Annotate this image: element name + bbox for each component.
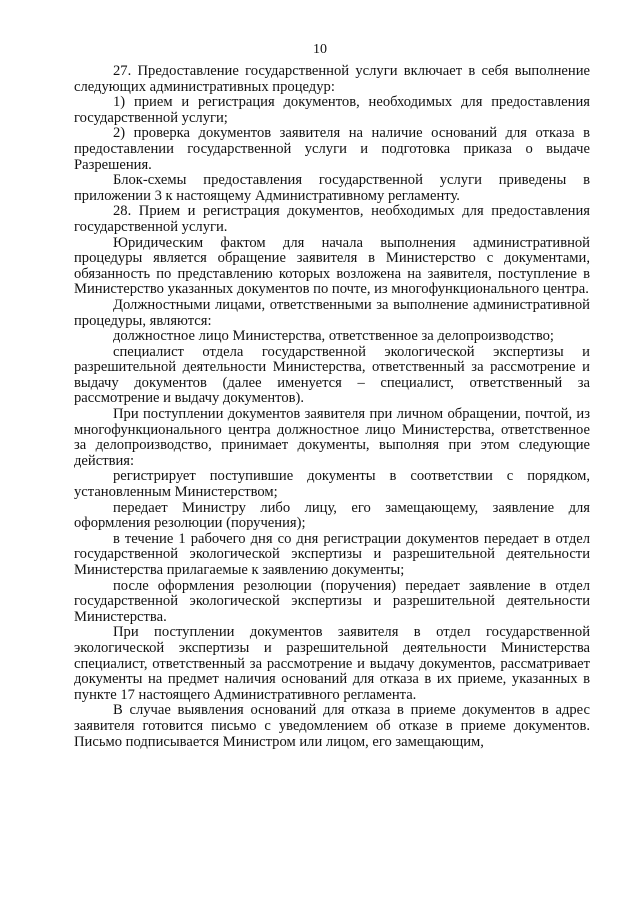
paragraph-block-schemes: Блок-схемы предоставления государственной услуги приведены в приложении 3 к настоящему Административному регламенту.	[74, 172, 590, 204]
paragraph-refusal: В случае выявления оснований для отказа в приеме документов в адрес заявителя готовится письмо с уведомлением об отказе в приеме документов. Письмо подписывается Министром или лицом, его замещающим,	[74, 702, 590, 750]
paragraph-review: При поступлении документов заявителя в отдел государственной экологической экспертизы и разрешительной деятельности Министерства специалист, ответственный за рассмотрение и выдачу документов, рассматривает документы на предмет наличия оснований для отказа в их приеме, указанных в пункте 17 настоящего Административного регламента.	[74, 624, 590, 703]
paragraph-legal-fact: Юридическим фактом для начала выполнения административной процедуры является обращение заявителя в Министерство с документами, обязанность по представлению которых возложена на заявителя, поступление в Министерство указанных документов по почте, из многофункционального центра.	[74, 234, 590, 298]
paragraph-one-working-day: в течение 1 рабочего дня со дня регистрации документов передает в отдел государственной экологической экспертизы и разрешительной деятельности Министерства прилагаемые к заявлению документы;	[74, 530, 590, 578]
paragraph-after-resolution: после оформления резолюции (поручения) передает заявление в отдел государственной экологической экспертизы и разрешительной деятельности Министерства.	[74, 577, 590, 625]
paragraph-transfer-minister: передает Министру либо лицу, его замещающему, заявление для оформления резолюции (поручения);	[74, 499, 590, 532]
paragraph-28-heading: 28. Прием и регистрация документов, необходимых для предоставления государственной услуги.	[74, 203, 590, 235]
paragraph-document-receipt: При поступлении документов заявителя при личном обращении, почтой, из многофункционального центра должностное лицо Министерства, ответственное за делопроизводство, принимает документы, выполняя при этом следующие действия:	[74, 406, 590, 469]
paragraph-27-intro: 27. Предоставление государственной услуги включает в себя выполнение следующих административных процедур:	[74, 63, 590, 95]
paragraph-register: регистрирует поступившие документы в соответствии с порядком, установленным Министерством;	[74, 468, 590, 501]
paragraph-procedure-2: 2) проверка документов заявителя на наличие оснований для отказа в предоставлении государственной услуги и подготовка приказа о выдаче Разрешения.	[74, 125, 590, 173]
document-body	[74, 64, 590, 750]
paragraph-officials: Должностными лицами, ответственными за выполнение административной процедуры, являются:	[74, 296, 590, 329]
paragraph-official-records: должностное лицо Министерства, ответственное за делопроизводство;	[113, 328, 554, 345]
paragraph-procedure-1: 1) прием и регистрация документов, необходимых для предоставления государственной услуги;	[74, 94, 590, 126]
page-number: 10	[313, 42, 327, 57]
paragraph-specialist: специалист отдела государственной экологической экспертизы и разрешительной деятельности Министерства, ответственный за рассмотрение и выдачу документов (далее именуется – специалист, ответственный за рассмотрение и выдачу документов).	[74, 343, 590, 407]
